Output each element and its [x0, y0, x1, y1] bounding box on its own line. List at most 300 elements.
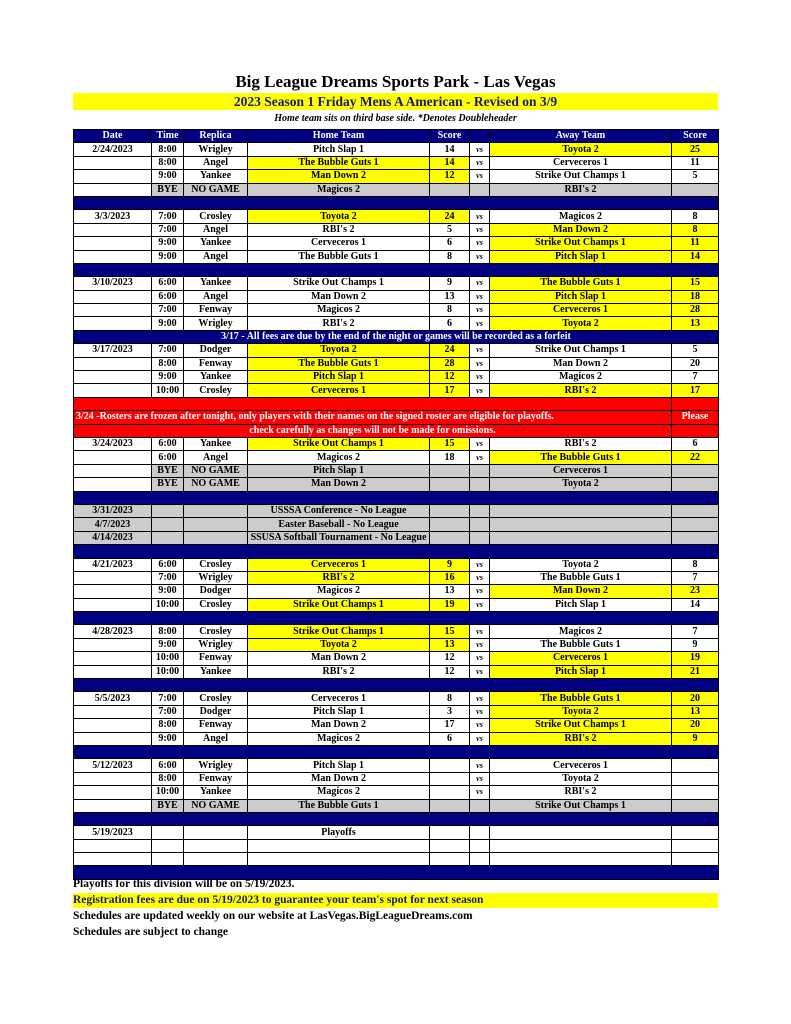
date-cell: 4/21/2023 [74, 558, 152, 571]
date-cell: 3/24/2023 [74, 437, 152, 450]
time-cell: 6:00 [152, 290, 184, 303]
away-score-cell: 19 [672, 652, 719, 665]
away-score-cell: 20 [672, 692, 719, 705]
home-score-cell: 12 [430, 665, 470, 678]
home-score-cell: 9 [430, 277, 470, 290]
date-cell [74, 585, 152, 598]
home-team-cell: Toyota 2 [248, 344, 430, 357]
time-cell: 9:00 [152, 638, 184, 651]
home-team-cell: RBI's 2 [248, 571, 430, 584]
header-away-team: Away Team [490, 130, 672, 143]
field-cell: Crosley [184, 692, 248, 705]
schedule-subtitle: 2023 Season 1 Friday Mens A American - Revised on 3/9 [73, 93, 718, 110]
registration-note: Registration fees are due on 5/19/2023 to guarantee your team's spot for next season [73, 893, 718, 908]
header-replica: Replica [184, 130, 248, 143]
date-cell [74, 290, 152, 303]
date-cell [74, 451, 152, 464]
date-cell [74, 304, 152, 317]
field-cell: Fenway [184, 357, 248, 370]
home-team-cell: Magicos 2 [248, 585, 430, 598]
home-score-cell: 13 [430, 290, 470, 303]
game-row [74, 759, 719, 772]
date-cell [74, 652, 152, 665]
home-team-cell: Playoffs [248, 826, 430, 839]
time-cell: 10:00 [152, 665, 184, 678]
game-row [74, 732, 719, 745]
home-team-cell: Man Down 2 [248, 170, 430, 183]
date-cell: 5/12/2023 [74, 759, 152, 772]
vs-cell: vs [470, 625, 490, 638]
time-cell: 9:00 [152, 170, 184, 183]
home-team-cell: RBI's 2 [248, 317, 430, 330]
vs-cell [470, 531, 490, 544]
away-team-cell: Strike Out Champs 1 [490, 237, 672, 250]
away-score-cell [672, 799, 719, 812]
field-cell: Dodger [184, 705, 248, 718]
field-cell: Wrigley [184, 143, 248, 156]
home-score-cell [430, 531, 470, 544]
vs-cell [470, 799, 490, 812]
vs-cell: vs [470, 250, 490, 263]
field-cell: Fenway [184, 652, 248, 665]
home-score-cell: 28 [430, 357, 470, 370]
time-cell: 10:00 [152, 598, 184, 611]
away-score-cell [672, 531, 719, 544]
date-cell [74, 237, 152, 250]
away-score-cell [672, 504, 719, 517]
game-row [74, 250, 719, 263]
field-cell: Fenway [184, 719, 248, 732]
separator-row [74, 612, 719, 625]
time-cell: 9:00 [152, 732, 184, 745]
away-team-cell [490, 839, 672, 852]
time-cell: 9:00 [152, 250, 184, 263]
home-team-cell: Pitch Slap 1 [248, 705, 430, 718]
home-score-cell: 19 [430, 598, 470, 611]
away-score-cell: 28 [672, 304, 719, 317]
home-team-cell [248, 853, 430, 866]
game-row [74, 357, 719, 370]
header-away-score: Score [672, 130, 719, 143]
time-cell: 8:00 [152, 625, 184, 638]
vs-cell [470, 839, 490, 852]
field-cell: Yankee [184, 786, 248, 799]
change-note: Schedules are subject to change [73, 926, 229, 938]
date-cell [74, 357, 152, 370]
field-cell: Crosley [184, 598, 248, 611]
vs-cell: vs [470, 598, 490, 611]
away-score-cell: 11 [672, 237, 719, 250]
vs-cell [470, 478, 490, 491]
field-cell: Angel [184, 223, 248, 236]
date-cell [74, 317, 152, 330]
time-cell: BYE [152, 799, 184, 812]
time-cell: 9:00 [152, 585, 184, 598]
home-score-cell: 13 [430, 585, 470, 598]
time-cell: 7:00 [152, 210, 184, 223]
away-score-cell [672, 772, 719, 785]
home-team-cell: Cerveceros 1 [248, 384, 430, 397]
date-cell [74, 638, 152, 651]
date-cell [74, 772, 152, 785]
game-row [74, 290, 719, 303]
roster-notice-row [74, 411, 719, 424]
separator-cell [74, 612, 719, 625]
home-score-cell: 14 [430, 156, 470, 169]
date-cell [74, 156, 152, 169]
game-row [74, 451, 719, 464]
vs-cell: vs [470, 277, 490, 290]
home-team-cell: SSUSA Softball Tournament - No League [248, 531, 430, 544]
vs-cell [470, 183, 490, 196]
home-score-cell: 8 [430, 304, 470, 317]
date-cell [74, 571, 152, 584]
bye-row [74, 478, 719, 491]
time-cell: 8:00 [152, 156, 184, 169]
game-row [74, 853, 719, 866]
vs-cell: vs [470, 317, 490, 330]
game-row [74, 304, 719, 317]
vs-cell: vs [470, 210, 490, 223]
separator-row [74, 812, 719, 825]
game-row [74, 571, 719, 584]
home-team-cell: Magicos 2 [248, 786, 430, 799]
field-cell: Fenway [184, 304, 248, 317]
vs-cell: vs [470, 143, 490, 156]
date-cell [74, 786, 152, 799]
home-score-cell [430, 772, 470, 785]
separator-row [74, 545, 719, 558]
time-cell [152, 826, 184, 839]
away-team-cell: RBI's 2 [490, 384, 672, 397]
vs-cell: vs [470, 156, 490, 169]
away-team-cell: Pitch Slap 1 [490, 598, 672, 611]
roster-notice-right: Please [672, 411, 719, 424]
home-team-cell: Toyota 2 [248, 210, 430, 223]
away-score-cell: 22 [672, 451, 719, 464]
separator-row [74, 745, 719, 758]
away-team-cell: Pitch Slap 1 [490, 290, 672, 303]
time-cell [152, 518, 184, 531]
game-row [74, 143, 719, 156]
vs-cell: vs [470, 237, 490, 250]
separator-cell [74, 545, 719, 558]
field-cell [184, 518, 248, 531]
date-cell [74, 478, 152, 491]
home-team-cell: Man Down 2 [248, 652, 430, 665]
away-score-cell: 5 [672, 170, 719, 183]
home-team-cell: USSSA Conference - No League [248, 504, 430, 517]
bye-row [74, 799, 719, 812]
home-team-cell: Man Down 2 [248, 772, 430, 785]
separator-row [74, 263, 719, 276]
vs-cell: vs [470, 290, 490, 303]
home-team-cell: Pitch Slap 1 [248, 143, 430, 156]
fee-notice: 3/17 - All fees are due by the end of the night or games will be recorded as a forfeit [74, 330, 719, 343]
date-cell [74, 464, 152, 477]
date-cell: 5/19/2023 [74, 826, 152, 839]
date-cell [74, 705, 152, 718]
roster-notice-right [672, 397, 719, 410]
away-team-cell: The Bubble Guts 1 [490, 692, 672, 705]
field-cell [184, 504, 248, 517]
time-cell: 9:00 [152, 237, 184, 250]
game-row [74, 210, 719, 223]
header-home-score: Score [430, 130, 470, 143]
vs-cell: vs [470, 732, 490, 745]
field-cell: Crosley [184, 625, 248, 638]
game-row [74, 598, 719, 611]
vs-cell: vs [470, 772, 490, 785]
away-score-cell: 13 [672, 317, 719, 330]
field-cell: Wrigley [184, 759, 248, 772]
home-team-cell: Man Down 2 [248, 719, 430, 732]
time-cell: 7:00 [152, 344, 184, 357]
time-cell: 6:00 [152, 759, 184, 772]
game-row [74, 170, 719, 183]
home-score-cell: 24 [430, 210, 470, 223]
separator-cell [74, 263, 719, 276]
away-score-cell [672, 183, 719, 196]
time-cell: 10:00 [152, 786, 184, 799]
away-score-cell: 18 [672, 290, 719, 303]
date-cell: 4/7/2023 [74, 518, 152, 531]
time-cell: 7:00 [152, 223, 184, 236]
field-cell: NO GAME [184, 478, 248, 491]
home-team-cell: Cerveceros 1 [248, 692, 430, 705]
field-cell: Crosley [184, 210, 248, 223]
home-score-cell: 17 [430, 384, 470, 397]
header-home-team: Home Team [248, 130, 430, 143]
game-row [74, 237, 719, 250]
away-score-cell: 7 [672, 371, 719, 384]
away-team-cell: Magicos 2 [490, 210, 672, 223]
field-cell: Yankee [184, 437, 248, 450]
time-cell: 8:00 [152, 357, 184, 370]
vs-cell: vs [470, 384, 490, 397]
away-team-cell [490, 531, 672, 544]
vs-cell: vs [470, 652, 490, 665]
vs-cell [470, 504, 490, 517]
field-cell [184, 839, 248, 852]
bye-row [74, 464, 719, 477]
field-cell [184, 531, 248, 544]
away-team-cell [490, 826, 672, 839]
home-team-cell [248, 839, 430, 852]
away-score-cell: 25 [672, 143, 719, 156]
vs-cell: vs [470, 451, 490, 464]
away-score-cell [672, 853, 719, 866]
time-cell: 9:00 [152, 371, 184, 384]
time-cell [152, 853, 184, 866]
time-cell [152, 531, 184, 544]
time-cell: 6:00 [152, 558, 184, 571]
date-cell [74, 223, 152, 236]
away-team-cell: RBI's 2 [490, 183, 672, 196]
date-cell: 2/24/2023 [74, 143, 152, 156]
date-cell [74, 183, 152, 196]
fee-notice-row [74, 330, 719, 343]
home-score-cell: 12 [430, 652, 470, 665]
date-cell [74, 250, 152, 263]
separator-row [74, 196, 719, 209]
home-team-cell: Magicos 2 [248, 304, 430, 317]
away-team-cell: Toyota 2 [490, 772, 672, 785]
vs-cell: vs [470, 705, 490, 718]
field-cell: Angel [184, 290, 248, 303]
separator-cell [74, 196, 719, 209]
game-row [74, 344, 719, 357]
home-score-cell: 16 [430, 571, 470, 584]
away-team-cell: RBI's 2 [490, 786, 672, 799]
time-cell: 7:00 [152, 304, 184, 317]
time-cell: 7:00 [152, 692, 184, 705]
game-row [74, 585, 719, 598]
home-team-cell: RBI's 2 [248, 223, 430, 236]
vs-cell [470, 464, 490, 477]
field-cell: Wrigley [184, 638, 248, 651]
home-score-cell: 5 [430, 223, 470, 236]
away-score-cell: 9 [672, 638, 719, 651]
away-team-cell: Toyota 2 [490, 478, 672, 491]
time-cell: BYE [152, 464, 184, 477]
away-team-cell: Strike Out Champs 1 [490, 719, 672, 732]
home-team-cell: Magicos 2 [248, 451, 430, 464]
home-team-cell: Cerveceros 1 [248, 558, 430, 571]
vs-cell: vs [470, 304, 490, 317]
away-score-cell: 21 [672, 665, 719, 678]
date-cell: 4/28/2023 [74, 625, 152, 638]
vs-cell: vs [470, 638, 490, 651]
away-team-cell: RBI's 2 [490, 437, 672, 450]
home-team-note: Home team sits on third base side. *Denotes Doubleheader [274, 113, 517, 124]
schedule-body [74, 143, 719, 879]
home-score-cell [430, 839, 470, 852]
game-row [74, 652, 719, 665]
roster-notice-row [74, 397, 719, 410]
home-score-cell [430, 183, 470, 196]
away-team-cell [490, 853, 672, 866]
home-team-cell: Strike Out Champs 1 [248, 437, 430, 450]
date-cell [74, 719, 152, 732]
time-cell [152, 839, 184, 852]
page-title: Big League Dreams Sports Park - Las Vegas [235, 72, 556, 91]
separator-cell [74, 491, 719, 504]
time-cell: 7:00 [152, 705, 184, 718]
time-cell: 6:00 [152, 451, 184, 464]
bye-row [74, 183, 719, 196]
vs-cell [470, 853, 490, 866]
header-vs [470, 130, 490, 143]
separator-cell [74, 745, 719, 758]
header-row [74, 130, 719, 143]
time-cell: 9:00 [152, 317, 184, 330]
roster-notice-text [74, 397, 672, 410]
separator-row [74, 491, 719, 504]
date-cell: 3/3/2023 [74, 210, 152, 223]
date-cell [74, 384, 152, 397]
vs-cell: vs [470, 344, 490, 357]
bye-row [74, 518, 719, 531]
game-row [74, 371, 719, 384]
separator-cell [74, 812, 719, 825]
date-cell: 3/31/2023 [74, 504, 152, 517]
field-cell: Yankee [184, 237, 248, 250]
away-score-cell: 14 [672, 250, 719, 263]
home-team-cell: Man Down 2 [248, 290, 430, 303]
away-score-cell [672, 478, 719, 491]
time-cell: 6:00 [152, 437, 184, 450]
field-cell: Yankee [184, 277, 248, 290]
date-cell [74, 839, 152, 852]
vs-cell: vs [470, 719, 490, 732]
home-team-cell: RBI's 2 [248, 665, 430, 678]
roster-notice-row [74, 424, 719, 437]
home-score-cell [430, 478, 470, 491]
away-team-cell: The Bubble Guts 1 [490, 277, 672, 290]
vs-cell: vs [470, 665, 490, 678]
time-cell [152, 504, 184, 517]
away-team-cell: Strike Out Champs 1 [490, 799, 672, 812]
home-team-cell: Strike Out Champs 1 [248, 625, 430, 638]
vs-cell: vs [470, 357, 490, 370]
game-row [74, 719, 719, 732]
roster-notice-right [672, 424, 719, 437]
away-team-cell: Cerveceros 1 [490, 464, 672, 477]
date-cell [74, 598, 152, 611]
vs-cell: vs [470, 371, 490, 384]
away-team-cell: Pitch Slap 1 [490, 250, 672, 263]
field-cell: Fenway [184, 772, 248, 785]
away-team-cell: Man Down 2 [490, 223, 672, 236]
away-score-cell: 7 [672, 625, 719, 638]
home-team-cell: The Bubble Guts 1 [248, 799, 430, 812]
time-cell: 8:00 [152, 143, 184, 156]
game-row [74, 772, 719, 785]
game-row [74, 692, 719, 705]
date-cell [74, 665, 152, 678]
away-score-cell: 17 [672, 384, 719, 397]
bye-row [74, 531, 719, 544]
away-score-cell [672, 826, 719, 839]
home-team-cell: Magicos 2 [248, 183, 430, 196]
date-cell [74, 170, 152, 183]
header-date: Date [74, 130, 152, 143]
field-cell: NO GAME [184, 799, 248, 812]
away-team-cell: Toyota 2 [490, 317, 672, 330]
away-score-cell: 6 [672, 437, 719, 450]
away-team-cell: Strike Out Champs 1 [490, 344, 672, 357]
date-cell: 3/10/2023 [74, 277, 152, 290]
game-row [74, 317, 719, 330]
away-score-cell: 8 [672, 223, 719, 236]
away-team-cell: Cerveceros 1 [490, 304, 672, 317]
separator-row [74, 679, 719, 692]
home-score-cell [430, 786, 470, 799]
game-row [74, 625, 719, 638]
home-score-cell: 6 [430, 237, 470, 250]
time-cell: 7:00 [152, 571, 184, 584]
date-cell: 3/17/2023 [74, 344, 152, 357]
away-score-cell [672, 518, 719, 531]
home-team-cell: Easter Baseball - No League [248, 518, 430, 531]
away-score-cell: 5 [672, 344, 719, 357]
home-score-cell: 8 [430, 250, 470, 263]
home-score-cell: 6 [430, 317, 470, 330]
away-team-cell: Toyota 2 [490, 705, 672, 718]
home-score-cell: 9 [430, 558, 470, 571]
field-cell: Crosley [184, 384, 248, 397]
